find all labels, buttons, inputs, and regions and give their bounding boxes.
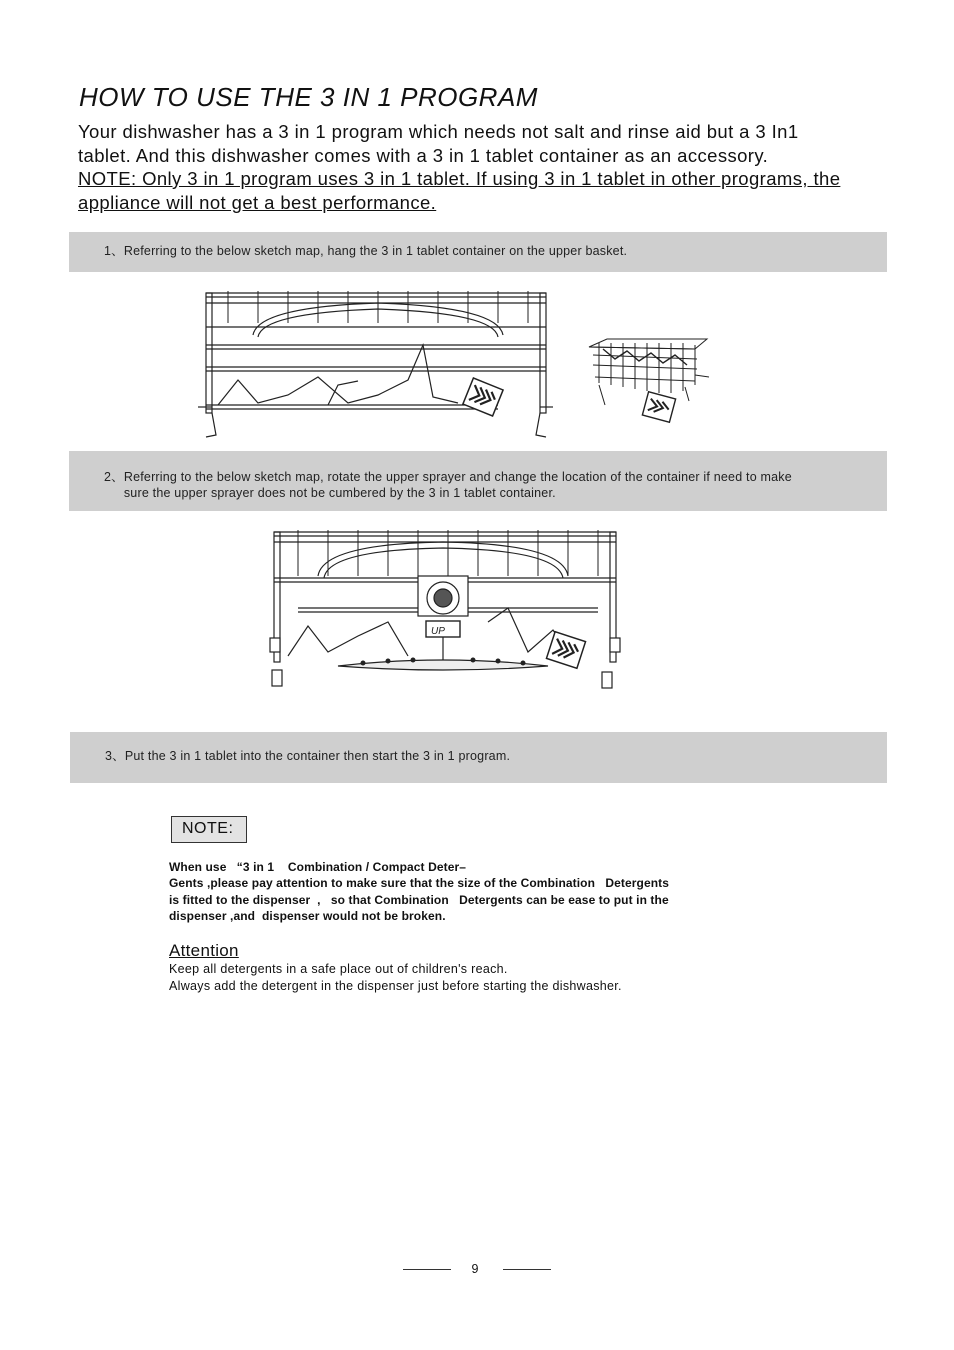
- note-label: NOTE:: [171, 816, 247, 843]
- attention-body: [169, 961, 622, 995]
- note-body: [169, 859, 729, 924]
- note-line: Gents ,please pay attention to make sure that the size of the Combination Detergents: [169, 876, 670, 891]
- page-title: HOW TO USE THE 3 IN 1 PROGRAM: [79, 82, 538, 112]
- attention-line: Always add the detergent in the dispenser just before starting the dishwasher.: [169, 979, 622, 993]
- intro-note-line: NOTE: Only 3 in 1 program uses 3 in 1 tablet. If using 3 in 1 tablet in other programs, the: [78, 168, 841, 189]
- footer-rule-right: [503, 1269, 551, 1270]
- step-text: sure the upper sprayer does not be cumbered by the 3 in 1 tablet container.: [123, 486, 556, 500]
- step-3-banner: [70, 732, 887, 783]
- note-line: When use “3 in 1 Combination / Compact Deter–: [169, 860, 467, 874]
- page-number: 9: [471, 1262, 479, 1276]
- intro-paragraph: [78, 120, 878, 214]
- intro-line: tablet. And this dishwasher comes with a 3 in 1 tablet container as an accessory.: [78, 144, 769, 166]
- step-text: Referring to the below sketch map, rotate the upper sprayer and change the location of the container if need to make: [123, 470, 792, 484]
- sprayer-label: UP: [431, 626, 445, 637]
- intro-line: Your dishwasher has a 3 in 1 program which needs not salt and rinse aid but a 3 In1: [78, 121, 799, 142]
- step-text: Referring to the below sketch map, hang the 3 in 1 tablet container on the upper basket.: [123, 244, 628, 258]
- step-number: 1、: [104, 244, 124, 258]
- intro-note-line: appliance will not get a best performance.: [78, 191, 437, 213]
- note-line: dispenser ,and dispenser would not be broken.: [169, 908, 446, 923]
- step-2-banner: [69, 451, 887, 511]
- step-text: Put the 3 in 1 tablet into the container then start the 3 in 1 program.: [124, 749, 511, 763]
- note-line: is fitted to the dispenser , so that Combination Detergents can be ease to put in the: [169, 892, 669, 907]
- footer-rule-left: [403, 1269, 451, 1270]
- upper-basket-with-sprayer-icon: [268, 526, 623, 696]
- step-number: 3、: [105, 749, 125, 763]
- attention-line: Keep all detergents in a safe place out of children's reach.: [169, 962, 508, 976]
- attention-heading: Attention: [169, 941, 239, 960]
- upper-basket-with-container-icon: [198, 285, 553, 445]
- step-number: 2、: [104, 470, 124, 484]
- basket-perspective-icon: [585, 335, 715, 435]
- step-1-banner: [69, 232, 887, 272]
